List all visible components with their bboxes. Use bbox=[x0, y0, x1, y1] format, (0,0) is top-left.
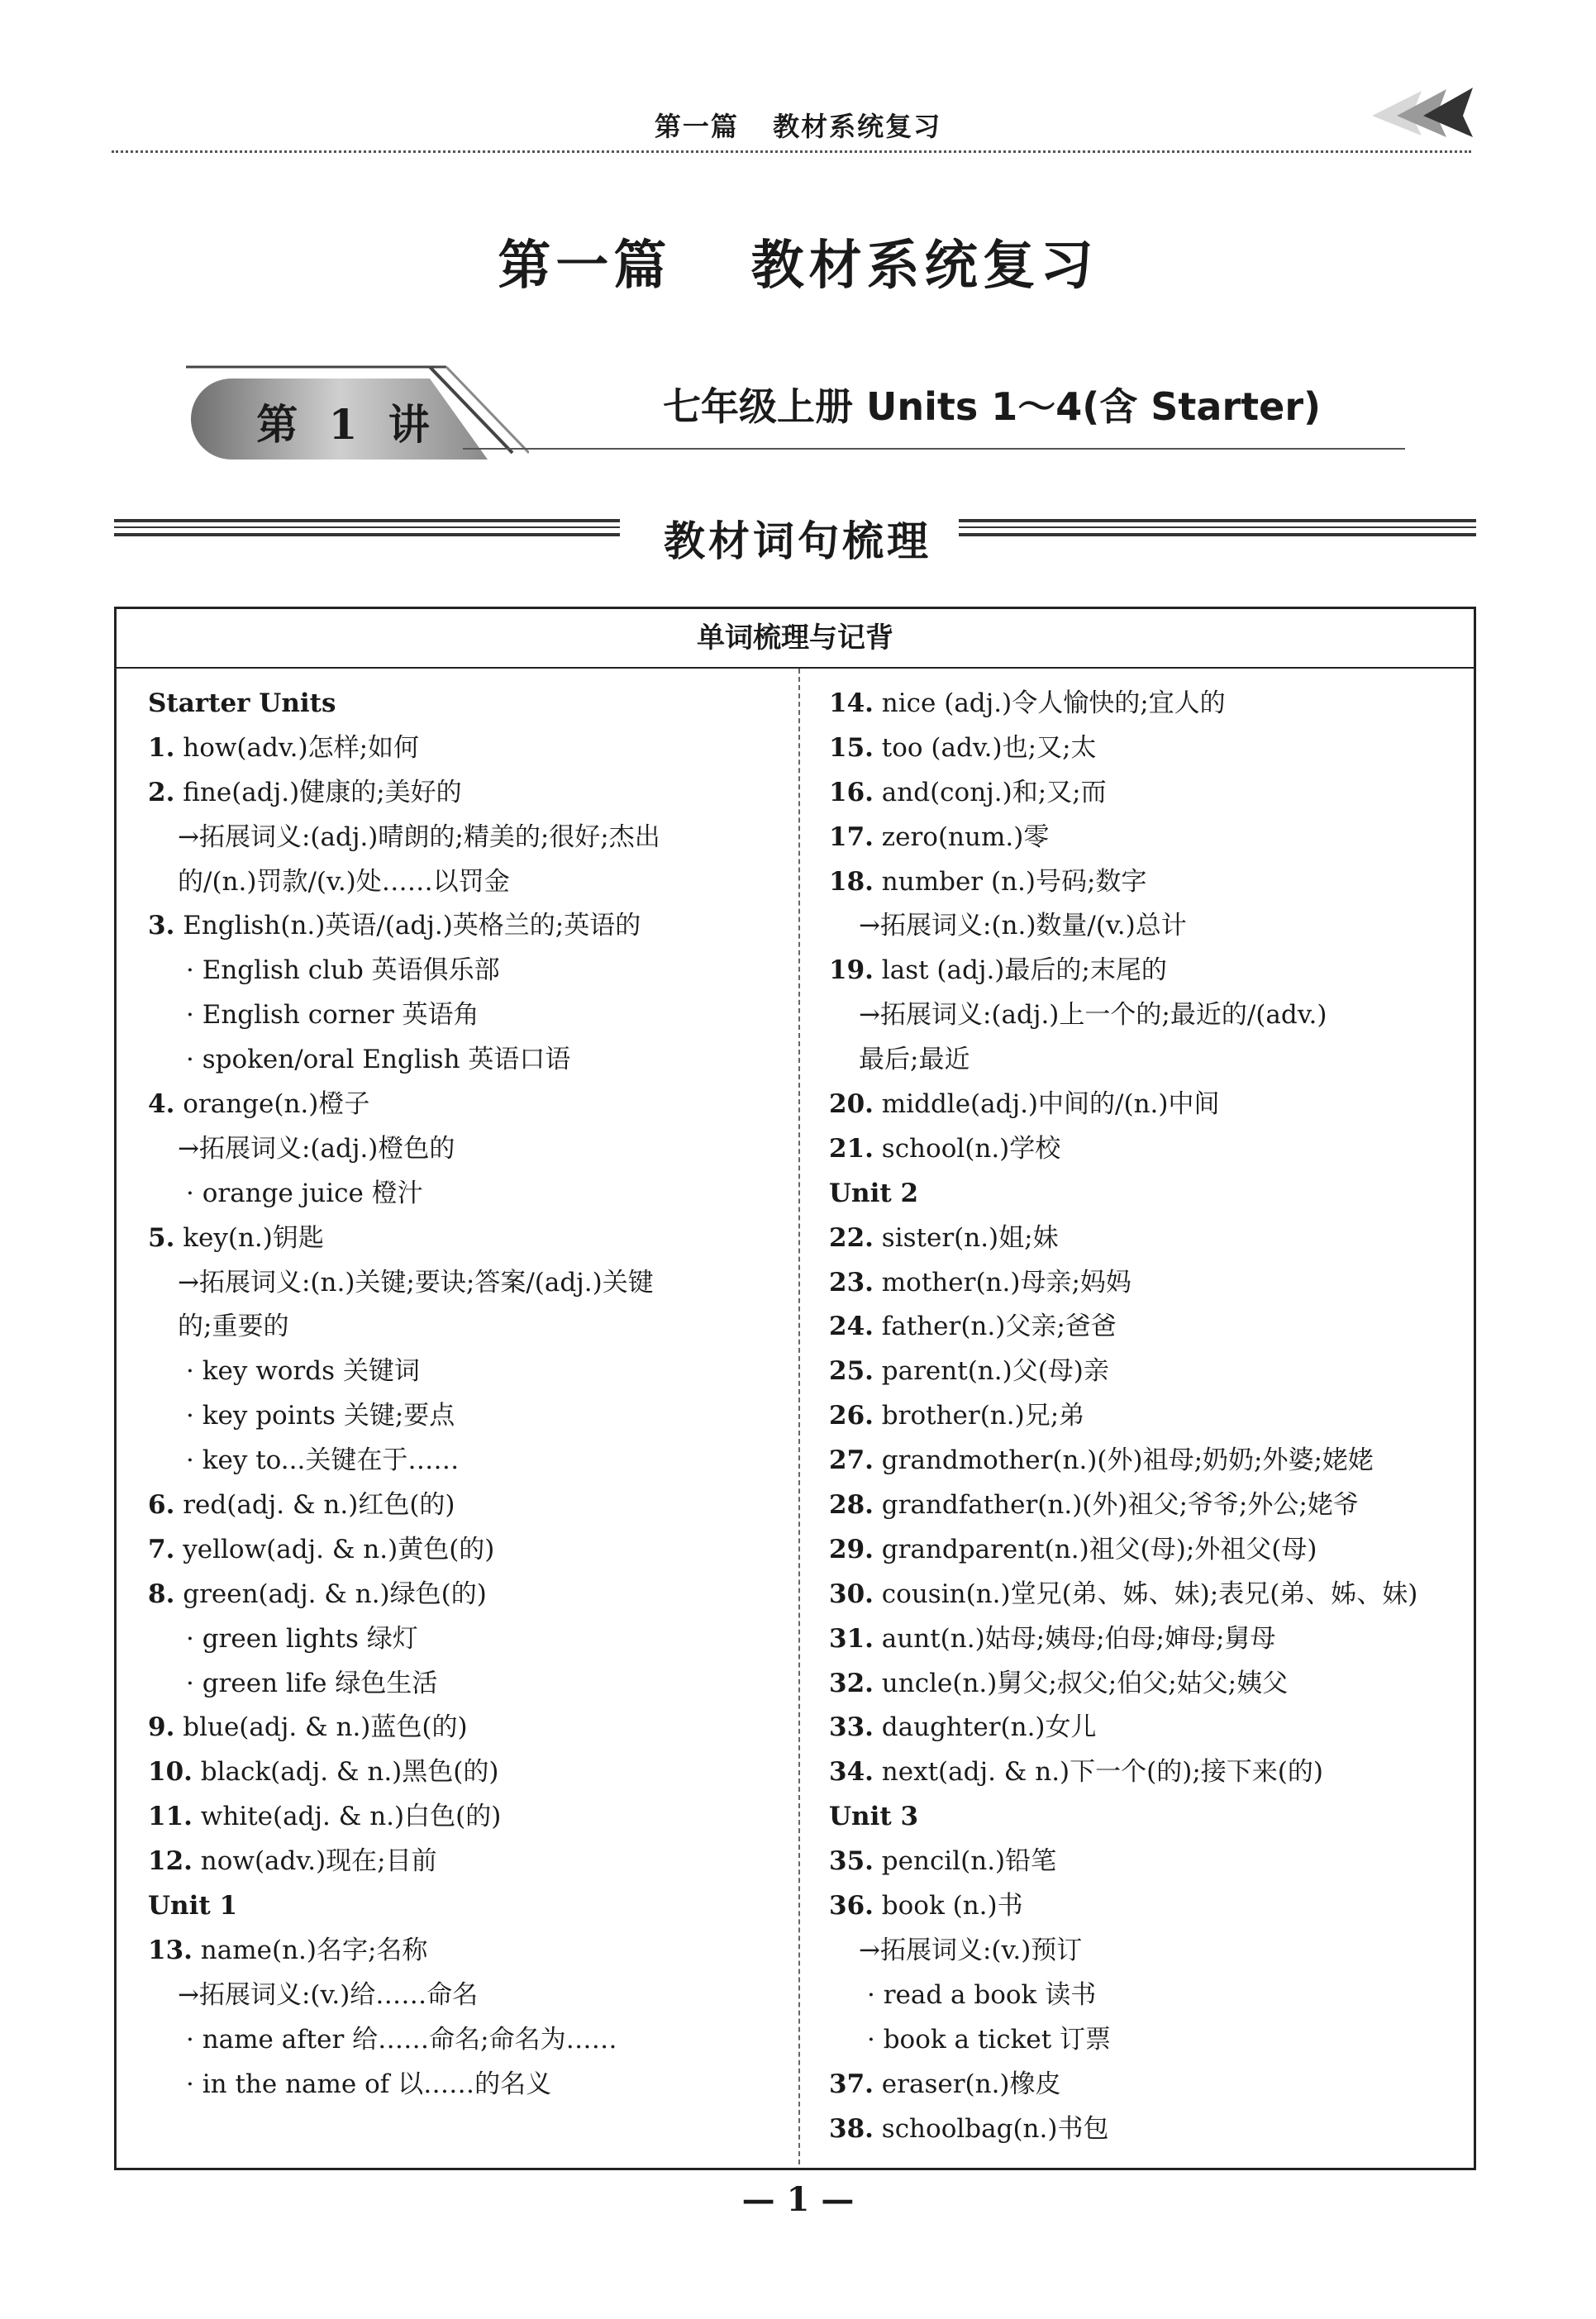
lecture-badge: 第 1 讲 bbox=[256, 400, 438, 449]
vocab-entry bbox=[148, 1528, 784, 1573]
vocab-entry bbox=[829, 1483, 1465, 1528]
vocab-entry bbox=[148, 904, 784, 949]
entry-number: 25. bbox=[829, 1356, 874, 1387]
vocab-entry bbox=[148, 1750, 784, 1795]
extended-meaning: 的/(n.)罚款/(v.)处……以罚金 bbox=[178, 866, 510, 897]
entry-number: 26. bbox=[829, 1401, 874, 1431]
entry-text: school(n.)学校 bbox=[873, 1133, 1061, 1164]
vocab-entry bbox=[829, 726, 1465, 771]
section-rule-right bbox=[959, 519, 1476, 537]
vocab-entry bbox=[829, 1884, 1465, 1929]
entry-number: 15. bbox=[829, 732, 874, 763]
vocab-entry bbox=[829, 1706, 1465, 1750]
right-column bbox=[829, 682, 1465, 2151]
entry-number: 37. bbox=[829, 2069, 874, 2099]
entry-text: eraser(n.)橡皮 bbox=[873, 2069, 1061, 2099]
vocab-entry bbox=[829, 1750, 1465, 1795]
entry-text: white(adj. & n.)白色(的) bbox=[192, 1802, 502, 1832]
entry-number: 33. bbox=[829, 1712, 874, 1743]
entry-text: blue(adj. & n.)蓝色(的) bbox=[174, 1712, 468, 1743]
part-title-text: 教材系统复习 bbox=[750, 236, 1098, 297]
entry-number: 29. bbox=[829, 1534, 874, 1564]
entry-text: aunt(n.)姑母;姨母;伯母;婶母;舅母 bbox=[873, 1623, 1276, 1654]
running-head-rule bbox=[112, 150, 1471, 153]
vocab-entry bbox=[829, 1840, 1465, 1884]
extended-meaning: →拓展词义:(adj.)橙色的 bbox=[178, 1133, 455, 1164]
entry-number: 4. bbox=[148, 1089, 175, 1120]
extended-meaning: →拓展词义:(v.)预订 bbox=[859, 1935, 1083, 1965]
phrase-item: · book a ticket 订票 bbox=[867, 2024, 1112, 2055]
phrase-item: · key words 关键词 bbox=[186, 1356, 420, 1387]
entry-number: 16. bbox=[829, 777, 874, 807]
section-rule-left bbox=[114, 519, 620, 537]
vocab-entry bbox=[148, 771, 784, 816]
running-head-part: 第一篇 bbox=[654, 111, 739, 142]
entry-number: 2. bbox=[148, 777, 175, 807]
entry-number: 27. bbox=[829, 1445, 874, 1476]
extended-meaning: →拓展词义:(adj.)晴朗的;精美的;很好;杰出 bbox=[178, 821, 660, 852]
vocab-entry bbox=[829, 2107, 1465, 2152]
entry-number: 32. bbox=[829, 1668, 874, 1698]
vocab-entry bbox=[829, 1127, 1465, 1172]
entry-text: orange(n.)橙子 bbox=[174, 1089, 370, 1120]
vocab-entry bbox=[829, 1217, 1465, 1261]
lecture-title-rule bbox=[463, 448, 1405, 450]
entry-number: 7. bbox=[148, 1534, 175, 1564]
entry-text: grandfather(n.)(外)祖父;爷爷;外公;姥爷 bbox=[873, 1490, 1359, 1521]
entry-number: 9. bbox=[148, 1712, 175, 1743]
entry-number: 38. bbox=[829, 2113, 874, 2144]
entry-text: nice (adj.)令人愉快的;宜人的 bbox=[873, 688, 1226, 718]
extended-meaning: →拓展词义:(n.)数量/(v.)总计 bbox=[859, 911, 1187, 941]
section-title: 教材词句梳理 bbox=[664, 517, 931, 565]
extended-meaning: 最后;最近 bbox=[859, 1045, 970, 1075]
entry-text: daughter(n.)女儿 bbox=[873, 1712, 1097, 1743]
entry-number: 17. bbox=[829, 821, 874, 852]
entry-number: 13. bbox=[148, 1935, 193, 1965]
entry-text: last (adj.)最后的;末尾的 bbox=[873, 955, 1167, 986]
entry-number: 8. bbox=[148, 1579, 175, 1609]
entry-text: key(n.)钥匙 bbox=[174, 1222, 324, 1253]
entry-text: and(conj.)和;又;而 bbox=[873, 777, 1107, 807]
entry-text: parent(n.)父(母)亲 bbox=[873, 1356, 1109, 1387]
unit-heading: Starter Units bbox=[148, 688, 336, 718]
entry-text: red(adj. & n.)红色(的) bbox=[174, 1490, 455, 1521]
vocab-entry bbox=[829, 1350, 1465, 1394]
entry-number: 14. bbox=[829, 688, 874, 718]
entry-text: grandparent(n.)祖父(母);外祖父(母) bbox=[873, 1534, 1317, 1564]
entry-number: 23. bbox=[829, 1267, 874, 1298]
entry-text: book (n.)书 bbox=[873, 1891, 1023, 1921]
entry-number: 21. bbox=[829, 1133, 874, 1164]
vocab-entry bbox=[829, 771, 1465, 816]
vocabulary-box-title: 单词梳理与记背 bbox=[117, 609, 1474, 669]
entry-number: 34. bbox=[829, 1757, 874, 1788]
entry-number: 3. bbox=[148, 911, 175, 941]
entry-number: 22. bbox=[829, 1222, 874, 1253]
part-title bbox=[0, 223, 1596, 299]
entry-text: uncle(n.)舅父;叔父;伯父;姑父;姨父 bbox=[873, 1668, 1289, 1698]
entry-text: English(n.)英语/(adj.)英格兰的;英语的 bbox=[174, 911, 641, 941]
vocab-entry bbox=[148, 1795, 784, 1840]
entry-text: pencil(n.)铅笔 bbox=[873, 1846, 1057, 1877]
vocab-entry bbox=[829, 860, 1465, 905]
entry-text: sister(n.)姐;妹 bbox=[873, 1222, 1059, 1253]
entry-text: yellow(adj. & n.)黄色(的) bbox=[174, 1534, 495, 1564]
entry-number: 11. bbox=[148, 1802, 193, 1832]
vocab-entry bbox=[148, 1840, 784, 1884]
entry-number: 12. bbox=[148, 1846, 193, 1877]
vocab-entry bbox=[829, 1617, 1465, 1662]
phrase-item: · English club 英语俱乐部 bbox=[186, 955, 500, 986]
vocab-entry bbox=[829, 1305, 1465, 1350]
running-head-title: 教材系统复习 bbox=[773, 111, 942, 142]
unit-heading: Unit 1 bbox=[148, 1891, 238, 1921]
vocab-entry bbox=[829, 1261, 1465, 1306]
unit-heading: Unit 2 bbox=[829, 1178, 919, 1208]
vocab-entry bbox=[829, 1439, 1465, 1483]
entry-text: father(n.)父亲;爸爸 bbox=[873, 1312, 1117, 1342]
phrase-item: · green life 绿色生活 bbox=[186, 1668, 438, 1698]
entry-text: black(adj. & n.)黑色(的) bbox=[192, 1757, 499, 1788]
entry-number: 5. bbox=[148, 1222, 175, 1253]
entry-number: 35. bbox=[829, 1846, 874, 1877]
entry-number: 36. bbox=[829, 1891, 874, 1921]
vocab-entry bbox=[148, 1483, 784, 1528]
extended-meaning: →拓展词义:(v.)给……命名 bbox=[178, 1979, 479, 2010]
vocab-entry bbox=[829, 1528, 1465, 1573]
lecture-title: 七年级上册 Units 1～4(含 Starter) bbox=[662, 384, 1322, 429]
vocab-entry bbox=[829, 949, 1465, 993]
phrase-item: · green lights 绿灯 bbox=[186, 1623, 418, 1654]
vocab-entry bbox=[829, 1083, 1465, 1127]
entry-text: brother(n.)兄;弟 bbox=[873, 1401, 1085, 1431]
left-column bbox=[148, 682, 784, 2107]
entry-text: middle(adj.)中间的/(n.)中间 bbox=[873, 1089, 1220, 1120]
vocab-entry bbox=[148, 1083, 784, 1127]
phrase-item: · orange juice 橙汁 bbox=[186, 1178, 423, 1208]
vocab-entry bbox=[148, 1706, 784, 1750]
entry-text: green(adj. & n.)绿色(的) bbox=[174, 1579, 487, 1609]
entry-number: 20. bbox=[829, 1089, 874, 1120]
extended-meaning: →拓展词义:(n.)关键;要诀;答案/(adj.)关键 bbox=[178, 1267, 654, 1298]
entry-text: how(adv.)怎样;如何 bbox=[174, 732, 420, 763]
entry-number: 18. bbox=[829, 866, 874, 897]
running-head bbox=[0, 106, 1596, 144]
extended-meaning: 的;重要的 bbox=[178, 1312, 289, 1342]
vocab-entry bbox=[829, 1573, 1465, 1617]
entry-number: 19. bbox=[829, 955, 874, 986]
phrase-item: · spoken/oral English 英语口语 bbox=[186, 1045, 571, 1075]
entry-number: 28. bbox=[829, 1490, 874, 1521]
vocab-entry bbox=[829, 1394, 1465, 1439]
page-number: — 1 — bbox=[741, 2180, 855, 2219]
vocab-entry bbox=[148, 1217, 784, 1261]
entry-number: 24. bbox=[829, 1312, 874, 1342]
vocab-entry bbox=[829, 2063, 1465, 2107]
phrase-item: · read a book 读书 bbox=[867, 1979, 1097, 2010]
entry-number: 6. bbox=[148, 1490, 175, 1521]
vocab-entry bbox=[829, 816, 1465, 860]
vocab-entry bbox=[148, 1573, 784, 1617]
column-divider bbox=[798, 669, 800, 2164]
phrase-item: · key points 关键;要点 bbox=[186, 1401, 455, 1431]
entry-text: mother(n.)母亲;妈妈 bbox=[873, 1267, 1131, 1298]
entry-number: 30. bbox=[829, 1579, 874, 1609]
entry-number: 31. bbox=[829, 1623, 874, 1654]
part-title-part: 第一篇 bbox=[498, 236, 672, 297]
phrase-item: · name after 给……命名;命名为…… bbox=[186, 2024, 617, 2055]
vocab-entry bbox=[148, 726, 784, 771]
vocab-entry bbox=[829, 682, 1465, 726]
entry-text: fine(adj.)健康的;美好的 bbox=[174, 777, 462, 807]
entry-text: grandmother(n.)(外)祖母;奶奶;外婆;姥姥 bbox=[873, 1445, 1374, 1476]
entry-number: 10. bbox=[148, 1757, 193, 1788]
entry-text: next(adj. & n.)下一个(的);接下来(的) bbox=[873, 1757, 1323, 1788]
entry-text: name(n.)名字;名称 bbox=[192, 1935, 428, 1965]
entry-text: zero(num.)零 bbox=[873, 821, 1050, 852]
phrase-item: · key to...关键在于…… bbox=[186, 1445, 460, 1476]
entry-number: 1. bbox=[148, 732, 175, 763]
phrase-item: · English corner 英语角 bbox=[186, 1000, 479, 1031]
vocab-entry bbox=[829, 1662, 1465, 1707]
entry-text: number (n.)号码;数字 bbox=[873, 866, 1147, 897]
vocabulary-box bbox=[114, 607, 1476, 2170]
vocab-entry bbox=[148, 1929, 784, 1974]
corner-arrows-icon bbox=[1364, 83, 1479, 140]
entry-text: too (adv.)也;又;太 bbox=[873, 732, 1097, 763]
unit-heading: Unit 3 bbox=[829, 1802, 919, 1832]
entry-text: schoolbag(n.)书包 bbox=[873, 2113, 1109, 2144]
entry-text: cousin(n.)堂兄(弟、姊、妹);表兄(弟、姊、妹) bbox=[873, 1579, 1418, 1609]
entry-text: now(adv.)现在;目前 bbox=[192, 1846, 437, 1877]
phrase-item: · in the name of 以……的名义 bbox=[186, 2069, 552, 2099]
extended-meaning: →拓展词义:(adj.)上一个的;最近的/(adv.) bbox=[859, 1000, 1327, 1031]
